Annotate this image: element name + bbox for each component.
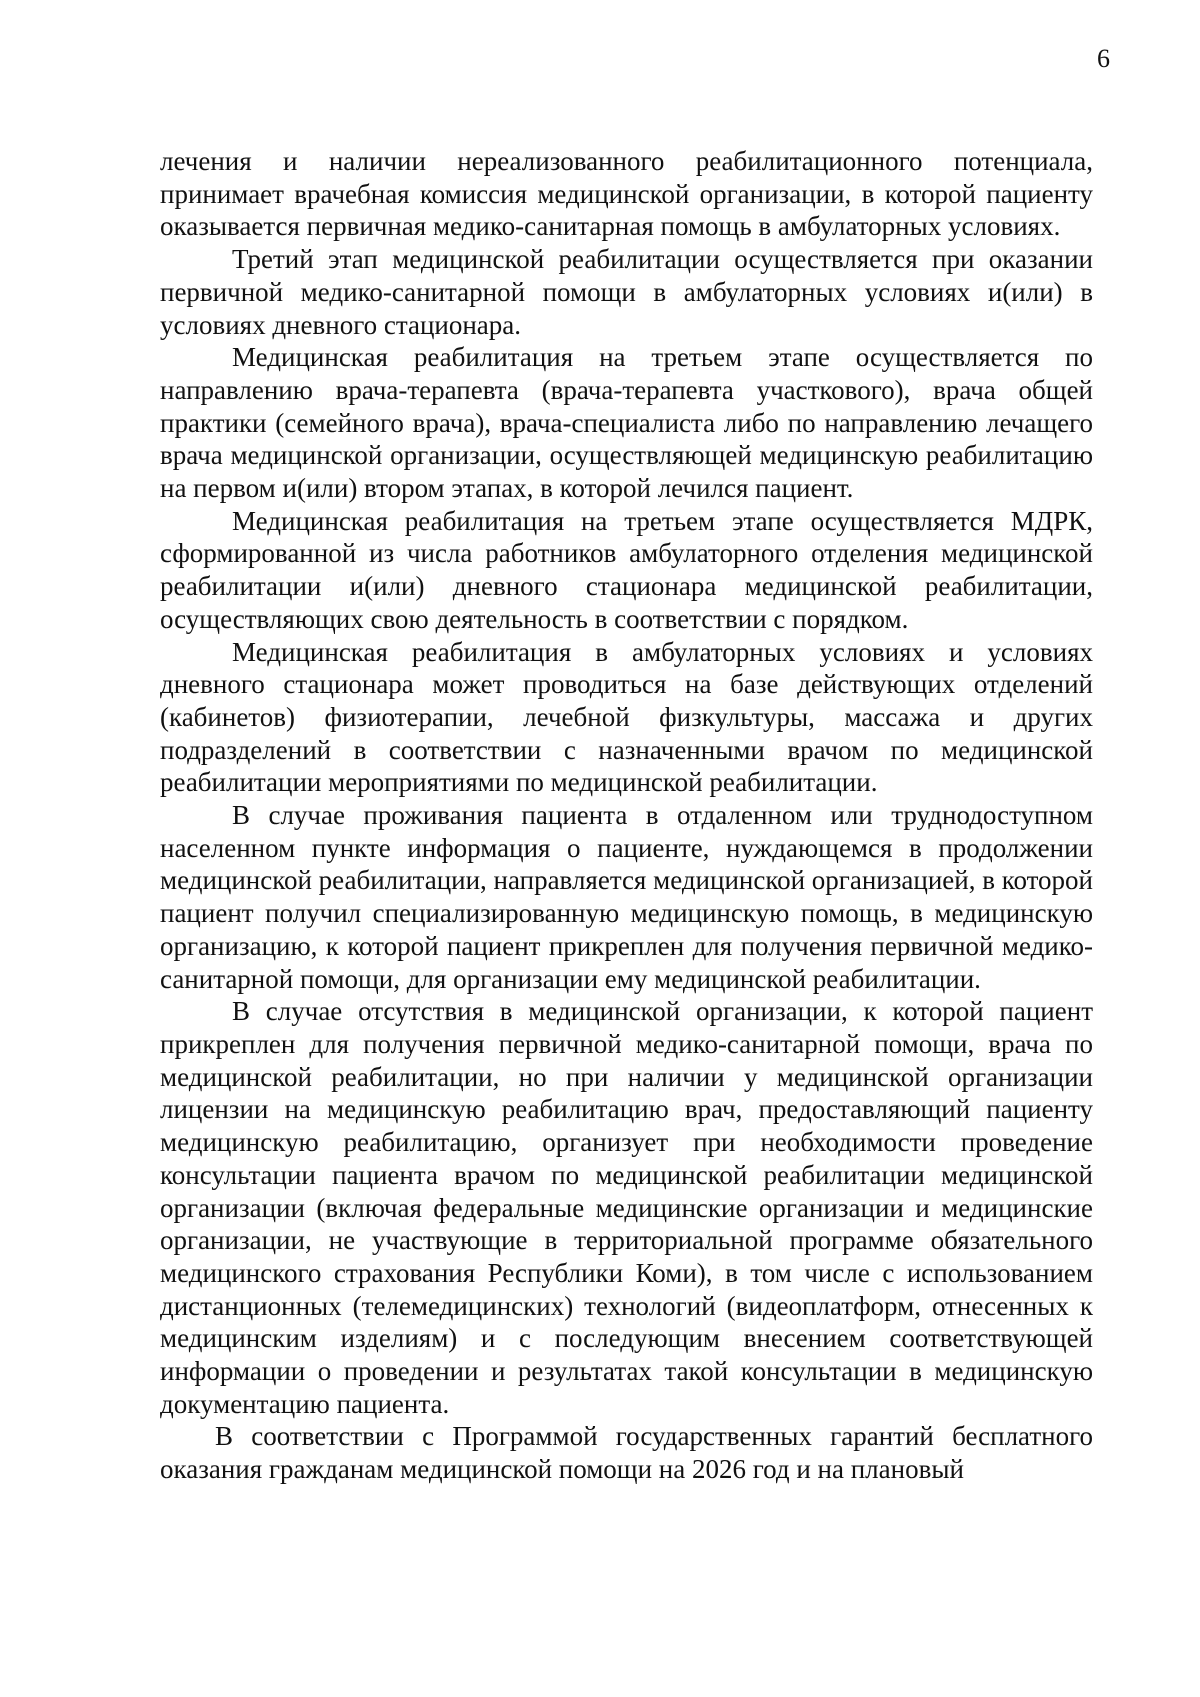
paragraph-no-rehab-doctor: В случае отсутствия в медицинской организации, к которой пациент прикреплен для получения первичной медико-санитарной помощи, врача по медицинской реабилитации, но при наличии у медицинской организации лицензии на медицинскую реабилитацию врач, предоставляющий пациенту медицинскую реабилитацию, организует при необходимости проведение консультации пациента врачом по медицинской реабилитации медицинской организации (включая федеральные медицинские организации и медицинские организации, не участвующие в территориальной программе обязательного медицинского страхования Республики Коми), в том числе с использованием дистанционных (телемедицинских) технологий (видеоплатформ, отнесенных к медицинским изделиям) и с последующим внесением соответствующей информации о проведении и результатах такой консультации в медицинскую документацию пациента. xyxy=(160,996,1093,1419)
paragraph-referral: Медицинская реабилитация на третьем этапе осуществляется по направлению врача-терапевта (врача-терапевта участкового), врача общей практики (семейного врача), врача-специалиста либо по направлению лечащего врача медицинской организации, осуществляющей медицинскую реабилитацию на первом и(или) втором этапах, в которой лечился пациент. xyxy=(160,342,1093,504)
paragraph-remote-residence: В случае проживания пациента в отдаленном или труднодоступном населенном пункте информация о пациенте, нуждающемся в продолжении медицинской реабилитации, направляется медицинской организацией, в которой пациент получил специализированную медицинскую помощь, в медицинскую организацию, к которой пациент прикреплен для получения первичной медико-санитарной помощи, для организации ему медицинской реабилитации. xyxy=(160,800,1094,994)
paragraph-outpatient-base: Медицинская реабилитация в амбулаторных условиях и условиях дневного стационара может проводиться на базе действующих отделений (кабинетов) физиотерапии, лечебной физкультуры, массажа и других подразделений в соответствии с назначенными врачом по медицинской реабилитации мероприятиями по медицинской реабилитации. xyxy=(160,636,1093,798)
paragraph-third-stage: Третий этап медицинской реабилитации осуществляется при оказании первичной медико-санитарной помощи в амбулаторных условиях и(или) в условиях дневного стационара. xyxy=(160,244,1093,340)
paragraph-continuation: лечения и наличии нереализованного реабилитационного потенциала, принимает врачебная комиссия медицинской организации, в которой пациенту оказывается первичная медико-санитарная помощь в амбулаторных условиях. xyxy=(160,146,1093,242)
page-number: 6 xyxy=(1097,44,1110,73)
paragraph-mdrk: Медицинская реабилитация на третьем этапе осуществляется МДРК, сформированной из числа работников амбулаторного отделения медицинской реабилитации и(или) дневного стационара медицинской реабилитации, осуществляющих свою деятельность в соответствии с порядком. xyxy=(160,505,1093,634)
paragraph-state-guarantees: В соответствии с Программой государственных гарантий бесплатного оказания гражданам медицинской помощи на 2026 год и на плановый xyxy=(160,1421,1093,1485)
document-body xyxy=(160,145,1093,1486)
